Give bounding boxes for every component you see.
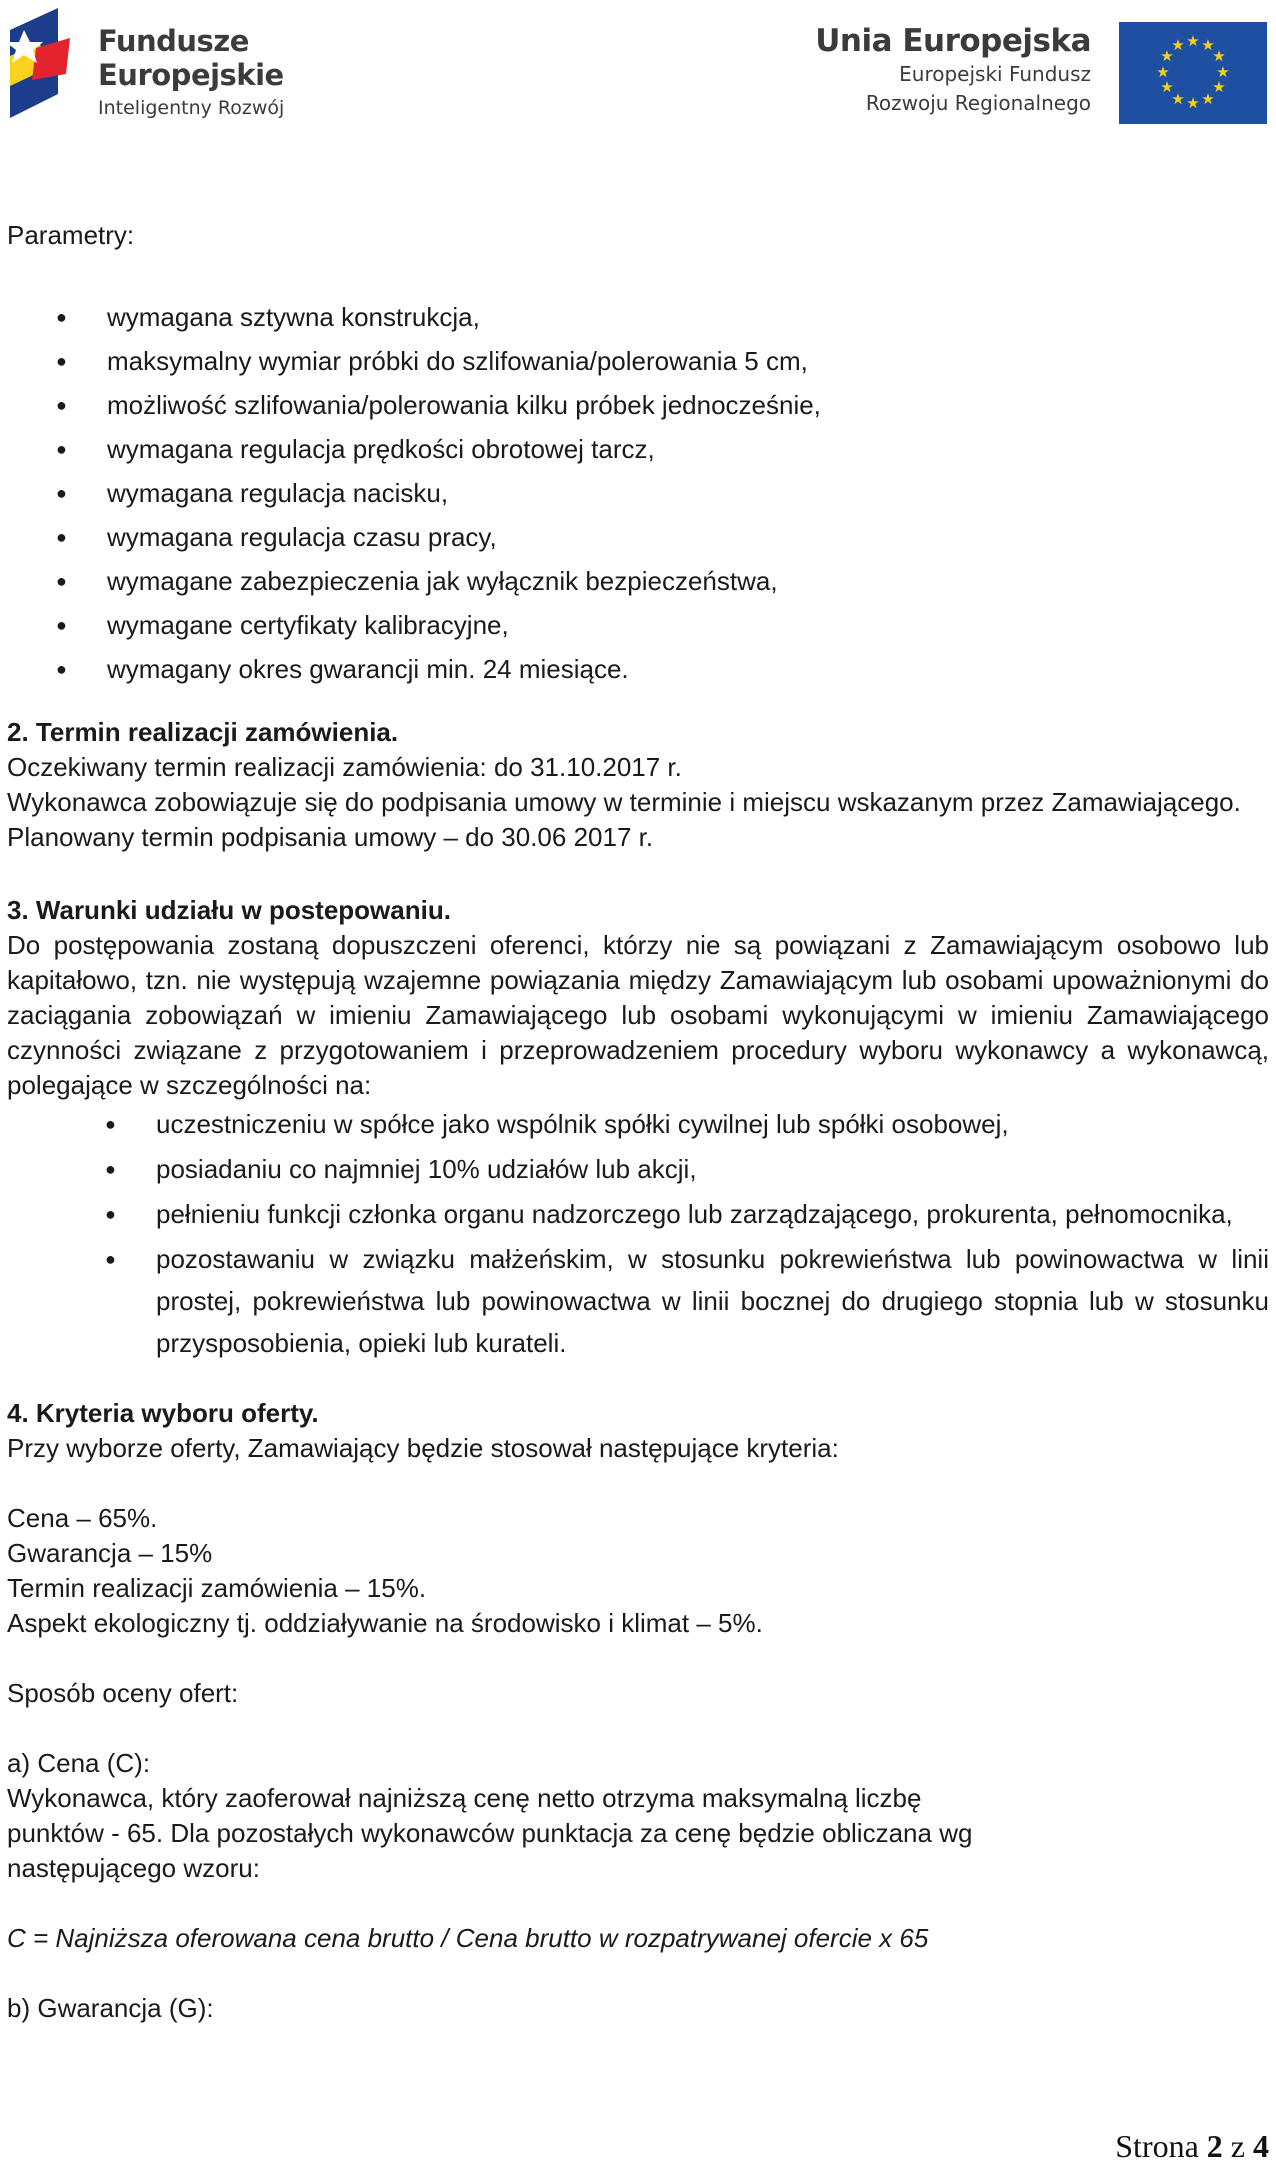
svg-text:★: ★	[1160, 47, 1174, 65]
fe-logo-line2: Europejskie	[98, 58, 284, 92]
list-item: ● wymagane certyfikaty kalibracyjne,	[7, 603, 1269, 647]
warranty-heading: b) Gwarancja (G):	[7, 1993, 214, 2023]
price-heading: a) Cena (C):	[7, 1748, 151, 1778]
section2-line2: Wykonawca zobowiązuje się do podpisania umowy w terminie i miejscu wskazanym przez Zamawiającego.	[7, 787, 1241, 817]
criteria-item: Aspekt ekologiczny tj. oddziaływanie na środowisko i klimat – 5%.	[7, 1608, 763, 1638]
price-line1: Wykonawca, który zaoferował najniższą cenę netto otrzyma maksymalną liczbę	[7, 1783, 922, 1813]
svg-text:★: ★	[1160, 78, 1174, 96]
params-heading: Parametry:	[7, 220, 135, 250]
section3-paragraph: Do postępowania zostaną dopuszczeni oferenci, którzy nie są powiązani z Zamawiającym osobowo lub kapitałowo, tzn. nie występują wzajemne powiązania między Zamawiającym lub osobami upoważnionymi do zaciągania zobowiązań w imieniu Zamawiającego lub osobami wykonującymi w imieniu Zamawiającego czynności związane z przygotowaniem i przeprowadzeniem procedury wyboru wykonawcy a wykonawcą, polegające w szczególności na:	[7, 930, 1269, 1100]
fe-logo-line3: Inteligentny Rozwój	[98, 97, 285, 119]
list-item: ● wymagana regulacja czasu pracy,	[7, 515, 1269, 559]
unia-europejska-logo-text	[815, 22, 1091, 118]
list-item: ● możliwość szlifowania/polerowania kilku próbek jednocześnie,	[7, 383, 1269, 427]
svg-text:★: ★	[1201, 36, 1215, 54]
list-item: ● pozostawaniu w związku małżeńskim, w stosunku pokrewieństwa lub powinowactwa w linii prostej, pokrewieństwa lub powinowactwa w linii bocznej do drugiego stopnia lub w stosunku przysposobienia, opieki lub kurateli.	[7, 1238, 1269, 1364]
page-number-footer	[1115, 2128, 1269, 2165]
page-header	[0, 0, 1276, 140]
list-item: ● wymagana regulacja prędkości obrotowej tarcz,	[7, 427, 1269, 471]
section3-heading: 3. Warunki udziału w postepowaniu.	[7, 895, 451, 925]
section4-intro: Przy wyborze oferty, Zamawiający będzie stosował następujące kryteria:	[7, 1433, 839, 1463]
svg-text:★: ★	[1186, 32, 1200, 50]
list-item: ● wymagana sztywna konstrukcja,	[7, 295, 1269, 339]
svg-text:★: ★	[1201, 90, 1215, 108]
criteria-item: Gwarancja – 15%	[7, 1538, 213, 1568]
fundusze-europejskie-logo	[10, 8, 310, 126]
list-item: ● maksymalny wymiar próbki do szlifowania/polerowania 5 cm,	[7, 339, 1269, 383]
footer-current-page: 2	[1206, 2128, 1223, 2164]
section2-heading: 2. Termin realizacji zamówienia.	[7, 717, 399, 747]
price-formula: C = Najniższa oferowana cena brutto / Cena brutto w rozpatrywanej ofercie x 65	[7, 1923, 929, 1953]
relations-list	[7, 1103, 1269, 1364]
list-item: ● wymagana regulacja nacisku,	[7, 471, 1269, 515]
section2-line3: Planowany termin podpisania umowy – do 30.06 2017 r.	[7, 822, 654, 852]
ue-logo-title: Unia Europejska	[815, 23, 1091, 59]
document-content	[7, 218, 1269, 2026]
ue-logo-sub2: Rozwoju Regionalnego	[865, 91, 1091, 115]
eu-flag-icon	[1119, 22, 1267, 124]
evaluation-heading: Sposób oceny ofert:	[7, 1678, 239, 1708]
price-line3: następującego wzoru:	[7, 1853, 260, 1883]
section4-heading: 4. Kryteria wyboru oferty.	[7, 1398, 319, 1428]
svg-text:★: ★	[1171, 36, 1185, 54]
list-item: ● wymagane zabezpieczenia jak wyłącznik bezpieczeństwa,	[7, 559, 1269, 603]
fe-logo-text	[98, 24, 284, 120]
fe-logo-line1: Fundusze	[98, 24, 249, 58]
svg-text:★: ★	[1171, 90, 1185, 108]
footer-separator: z	[1230, 2128, 1245, 2164]
criteria-item: Cena – 65%.	[7, 1503, 158, 1533]
criteria-item: Termin realizacji zamówienia – 15%.	[7, 1573, 427, 1603]
svg-text:★: ★	[1212, 78, 1226, 96]
section2-line1: Oczekiwany termin realizacji zamówienia: do 31.10.2017 r.	[7, 752, 682, 782]
fe-logo-icon	[10, 8, 90, 126]
list-item: ● wymagany okres gwarancji min. 24 miesiące.	[7, 647, 1269, 691]
svg-text:★: ★	[1216, 63, 1230, 81]
list-item: ● uczestniczeniu w spółce jako wspólnik spółki cywilnej lub spółki osobowej,	[7, 1103, 1269, 1145]
list-item: ● pełnieniu funkcji członka organu nadzorczego lub zarządzającego, prokurenta, pełnomocnika,	[7, 1193, 1269, 1235]
svg-text:★: ★	[1186, 94, 1200, 112]
ue-logo-sub1: Europejski Fundusz	[899, 62, 1091, 86]
params-list	[7, 295, 1269, 691]
svg-text:★: ★	[1212, 47, 1226, 65]
svg-text:★: ★	[1156, 63, 1170, 81]
footer-prefix: Strona	[1115, 2128, 1199, 2164]
list-item: ● posiadaniu co najmniej 10% udziałów lub akcji,	[7, 1148, 1269, 1190]
price-line2: punktów - 65. Dla pozostałych wykonawców punktacja za cenę będzie obliczana wg	[7, 1818, 973, 1848]
footer-total-pages: 4	[1253, 2128, 1269, 2164]
